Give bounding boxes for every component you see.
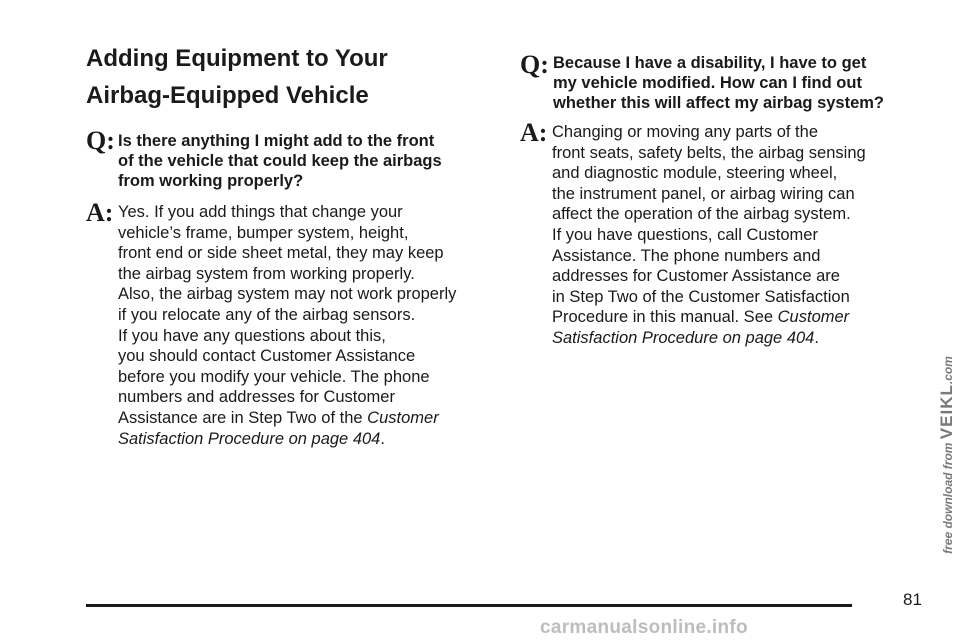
answer-line: If you have any questions about this, [118, 326, 386, 345]
answer-line: the airbag system from working properly. [118, 264, 415, 283]
right-answer [520, 120, 940, 360]
page-heading-line-1: Adding Equipment to Your [86, 45, 388, 72]
question-line: Is there anything I might add to the front [118, 132, 435, 150]
watermark-text [937, 356, 957, 554]
answer-line: vehicle’s frame, bumper system, height, [118, 223, 409, 242]
answer-line: If you have questions, call Customer [552, 225, 818, 244]
answer-line: if you relocate any of the airbag sensors. [118, 305, 416, 324]
answer-marker: A: [520, 118, 548, 147]
answer-line-text: Assistance are in Step Two of the [118, 408, 368, 427]
question-marker: Q: [520, 50, 549, 79]
cross-reference-link: Customer [777, 308, 850, 327]
answer-marker: A: [86, 198, 114, 227]
answer-line [552, 307, 866, 328]
question-line: of the vehicle that could keep the airbags [118, 152, 442, 170]
answer-line [118, 408, 456, 429]
footer-rule [86, 604, 852, 607]
answer-line: in Step Two of the Customer Satisfaction [552, 287, 850, 306]
footer-site-watermark: carmanualsonline.info [540, 617, 748, 638]
left-answer [86, 200, 506, 450]
question-text [553, 53, 884, 113]
watermark-suffix: .com [941, 356, 955, 385]
side-watermark [937, 340, 957, 570]
left-question [86, 128, 506, 192]
answer-line: and diagnostic module, steering wheel, [552, 164, 838, 183]
answer-line: Changing or moving any parts of the [552, 123, 818, 141]
answer-line-text: Procedure in this manual. See [552, 308, 778, 327]
question-line: from working properly? [118, 172, 304, 190]
right-question [520, 52, 940, 116]
question-line: whether this will affect my airbag system? [553, 94, 885, 112]
answer-line: affect the operation of the airbag system. [552, 205, 851, 224]
question-marker: Q: [86, 126, 115, 155]
answer-line: the instrument panel, or airbag wiring can [552, 184, 855, 203]
answer-line: front end or side sheet metal, they may keep [118, 244, 444, 263]
answer-line: Also, the airbag system may not work properly [118, 285, 457, 304]
answer-line: Yes. If you add things that change your [118, 203, 403, 221]
answer-line [552, 328, 866, 349]
question-line: my vehicle modified. How can I find out [553, 74, 862, 92]
page-number: 81 [903, 590, 922, 609]
page-heading [86, 40, 486, 114]
watermark-brand-logo: VEIKL [937, 384, 956, 440]
watermark-prefix: free download from [941, 439, 955, 554]
answer-text [118, 202, 456, 449]
answer-line: front seats, safety belts, the airbag sensing [552, 143, 866, 162]
answer-line: before you modify your vehicle. The phone [118, 367, 430, 386]
question-text [118, 131, 442, 191]
answer-line-text: . [380, 429, 385, 448]
answer-line-text: . [814, 328, 819, 347]
answer-line: addresses for Customer Assistance are [552, 267, 840, 286]
cross-reference-link: Customer [367, 408, 439, 427]
cross-reference-link: Satisfaction Procedure on page 404 [118, 429, 381, 448]
answer-text [552, 122, 866, 349]
cross-reference-link: Satisfaction Procedure on page 404 [552, 328, 815, 347]
answer-line: you should contact Customer Assistance [118, 347, 416, 366]
question-line: Because I have a disability, I have to get [553, 54, 867, 72]
page-heading-line-2: Airbag-Equipped Vehicle [86, 82, 369, 109]
answer-line: numbers and addresses for Customer [118, 388, 395, 407]
answer-line [118, 429, 456, 450]
answer-line: Assistance. The phone numbers and [552, 246, 821, 265]
